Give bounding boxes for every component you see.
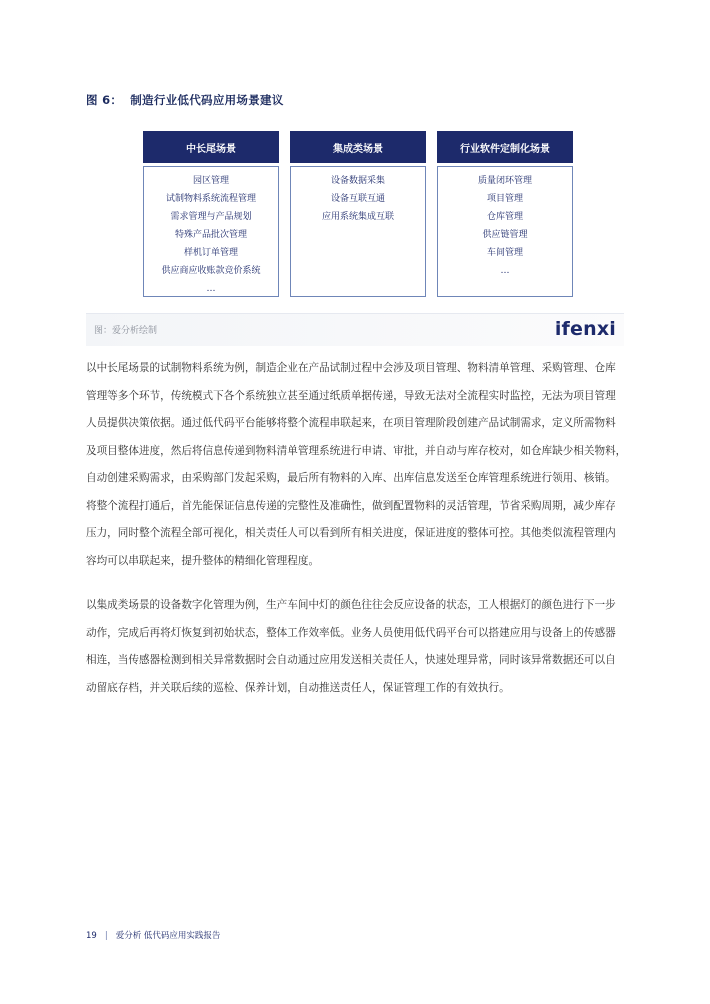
column-header: 集成类场景 [290,131,426,163]
footer-report-title: 低代码应用实践报告 [143,931,221,941]
list-item: 园区管理 [192,176,229,186]
paragraph-line: 动留底存档，并关联后续的巡检、保养计划，自动推送责任人，保证管理工作的有效执行。 [86,681,510,694]
scenario-column-long-tail [143,131,279,297]
paragraph-line: 以中长尾场景的试制物料系统为例，制造企业在产品试制过程中会涉及项目管理、物料清单管理、采购管理、仓库 [86,362,616,374]
paragraph-line: 相连，当传感器检测到相关异常数据时会自动通过应用发送相关责任人，快速处理异常，同时该异常数据还可以自 [86,654,616,666]
scenario-column-industry-software [437,131,573,297]
list-item: 需求管理与产品规划 [170,212,252,222]
list-item: 质量闭环管理 [477,176,532,186]
list-item: 特殊产品批次管理 [174,230,247,240]
list-item: 试制物料系统流程管理 [165,194,256,204]
paragraph-line: 将整个流程打通后，首先能保证信息传递的完整性及准确性，做到配置物料的灵活管理，节省采购周期，减少库存 [86,499,616,512]
paragraph-line: 动作，完成后再将灯恢复到初始状态，整体工作效率低。业务人员使用低代码平台可以搭建应用与设备上的传感器 [86,626,616,639]
footer-separator: | [104,931,108,941]
figure-caption: 制造行业低代码应用场景建议 [130,93,284,107]
list-item: 设备数据采集 [330,176,385,186]
column-item-list [143,166,279,297]
figure-source-bar [86,313,624,346]
page-footer [86,929,220,941]
ifenxi-logo: ifenxi [554,318,616,340]
paragraph-line: 容均可以串联起来，提升整体的精细化管理程度。 [86,554,320,567]
list-item: … [206,284,216,294]
figure-number: 图 6： [86,93,123,107]
scenario-column-integration [290,131,426,297]
column-item-list [437,166,573,297]
figure-title [86,92,284,108]
column-header: 中长尾场景 [143,131,279,163]
body-paragraph [86,355,626,575]
list-item: 车间管理 [486,248,523,258]
paragraph-line: 以集成类场景的设备数字化管理为例，生产车间中灯的颜色往往会反应设备的状态，工人根据灯的颜色进行下一步 [86,599,616,611]
body-paragraph [86,592,626,702]
list-item: 应用系统集成互联 [321,212,394,222]
list-item: 设备互联互通 [330,194,385,204]
column-item-list [290,166,426,297]
paragraph-line: 及项目整体进度，然后将信息传递到物料清单管理系统进行申请、审批，并自动与库存校对，如仓库缺少相关物料， [86,444,626,457]
footer-brand: 爱分析 [115,931,142,941]
list-item: 样机订单管理 [183,248,238,258]
page-number: 19 [86,931,97,941]
list-item: 仓库管理 [486,212,523,222]
list-item: … [500,266,510,276]
paragraph-line: 压力，同时整个流程全部可视化，相关责任人可以看到所有相关进度，保证进度的整体可控。其他类似流程管理内 [86,527,616,539]
list-item: 项目管理 [486,194,523,204]
paragraph-line: 人员提供决策依据。通过低代码平台能够将整个流程串联起来，在项目管理阶段创建产品试制需求，定义所需物料 [86,417,616,429]
paragraph-line: 自动创建采购需求，由采购部门发起采购，最后所有物料的入库、出库信息发送至仓库管理系统进行领用、核销。 [86,472,616,484]
figure-source: 图：爱分析绘制 [94,326,158,336]
column-header: 行业软件定制化场景 [437,131,573,163]
paragraph-line: 管理等多个环节，传统模式下各个系统独立甚至通过纸质单据传递，导致无法对全流程实时监控，无法为项目管理 [86,389,616,402]
list-item: 供应商应收账款竞价系统 [161,266,261,276]
list-item: 供应链管理 [482,230,528,240]
